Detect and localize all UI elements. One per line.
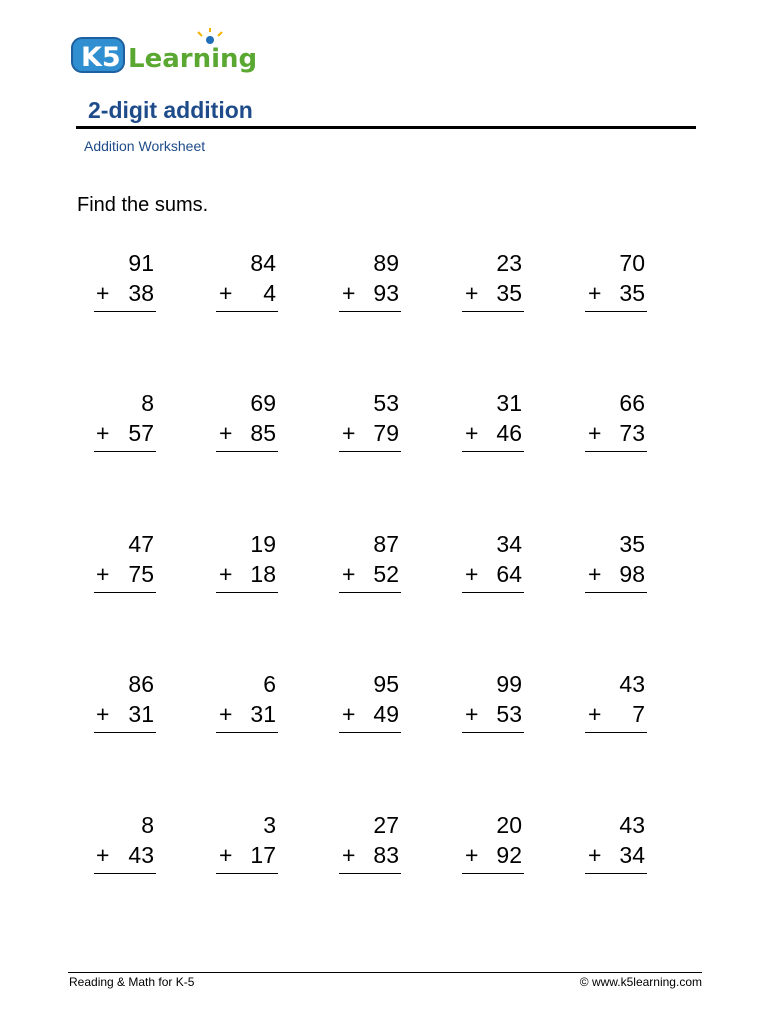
addend-top: 84 [250, 250, 276, 276]
addend-top: 87 [373, 531, 399, 557]
addend-bottom: 31 [128, 701, 154, 727]
addend-bottom: 46 [496, 420, 522, 446]
answer-line [462, 311, 524, 312]
addition-problem [196, 669, 276, 739]
addend-top: 20 [496, 812, 522, 838]
addend-top: 27 [373, 812, 399, 838]
addend-top: 35 [619, 531, 645, 557]
plus-sign: + [342, 701, 356, 727]
plus-sign: + [588, 561, 602, 587]
addend-top: 19 [250, 531, 276, 557]
plus-sign: + [96, 280, 110, 306]
addend-top: 34 [496, 531, 522, 557]
answer-line [339, 873, 401, 874]
addend-bottom: 17 [250, 842, 276, 868]
answer-line [216, 873, 278, 874]
addition-problem [319, 810, 399, 880]
plus-sign: + [465, 280, 479, 306]
addend-bottom: 4 [263, 280, 276, 306]
addend-bottom: 75 [128, 561, 154, 587]
answer-line [94, 451, 156, 452]
answer-line [216, 311, 278, 312]
addend-top: 8 [141, 812, 154, 838]
addition-problem [565, 529, 645, 599]
plus-sign: + [96, 561, 110, 587]
answer-line [585, 311, 647, 312]
plus-sign: + [342, 280, 356, 306]
plus-sign: + [96, 701, 110, 727]
addition-problem [565, 388, 645, 458]
answer-line [216, 451, 278, 452]
answer-line [216, 732, 278, 733]
plus-sign: + [588, 701, 602, 727]
addend-top: 31 [496, 390, 522, 416]
plus-sign: + [465, 561, 479, 587]
instructions: Find the sums. [77, 194, 209, 216]
addend-top: 6 [263, 671, 276, 697]
addition-problem [319, 248, 399, 318]
addend-bottom: 73 [619, 420, 645, 446]
plus-sign: + [342, 561, 356, 587]
addition-problem [196, 810, 276, 880]
addend-top: 8 [141, 390, 154, 416]
answer-line [585, 732, 647, 733]
footer-website: © www.k5learning.com [579, 975, 702, 989]
addition-problem [565, 669, 645, 739]
addition-problem [319, 669, 399, 739]
addition-problem [196, 248, 276, 318]
addend-top: 66 [619, 390, 645, 416]
addend-bottom: 98 [619, 561, 645, 587]
addend-bottom: 31 [250, 701, 276, 727]
addend-top: 95 [373, 671, 399, 697]
addend-top: 47 [128, 531, 154, 557]
addend-bottom: 57 [128, 420, 154, 446]
plus-sign: + [342, 842, 356, 868]
plus-sign: + [96, 842, 110, 868]
answer-line [339, 451, 401, 452]
answer-line [339, 732, 401, 733]
addend-bottom: 52 [373, 561, 399, 587]
footer-divider [68, 972, 702, 973]
addition-problem [74, 248, 154, 318]
addend-bottom: 34 [619, 842, 645, 868]
answer-line [94, 873, 156, 874]
addend-top: 86 [128, 671, 154, 697]
addend-top: 23 [496, 250, 522, 276]
addend-top: 43 [619, 671, 645, 697]
addend-bottom: 53 [496, 701, 522, 727]
answer-line [216, 592, 278, 593]
addend-bottom: 93 [373, 280, 399, 306]
addend-bottom: 43 [128, 842, 154, 868]
addition-problem [74, 669, 154, 739]
plus-sign: + [465, 842, 479, 868]
addition-problem [442, 248, 522, 318]
page-title: 2-digit addition [88, 97, 253, 123]
addend-top: 43 [619, 812, 645, 838]
addend-top: 91 [128, 250, 154, 276]
addend-top: 69 [250, 390, 276, 416]
answer-line [462, 451, 524, 452]
answer-line [585, 451, 647, 452]
plus-sign: + [219, 561, 233, 587]
addend-bottom: 83 [373, 842, 399, 868]
addend-bottom: 35 [619, 280, 645, 306]
answer-line [462, 873, 524, 874]
addend-top: 53 [373, 390, 399, 416]
addend-bottom: 85 [250, 420, 276, 446]
answer-line [339, 311, 401, 312]
addend-top: 70 [619, 250, 645, 276]
svg-text:K5: K5 [81, 42, 121, 73]
addend-bottom: 7 [632, 701, 645, 727]
plus-sign: + [219, 280, 233, 306]
addition-problem [319, 388, 399, 458]
addend-top: 3 [263, 812, 276, 838]
addend-bottom: 79 [373, 420, 399, 446]
plus-sign: + [588, 420, 602, 446]
addend-top: 89 [373, 250, 399, 276]
addend-bottom: 49 [373, 701, 399, 727]
plus-sign: + [588, 280, 602, 306]
addend-bottom: 35 [496, 280, 522, 306]
plus-sign: + [465, 701, 479, 727]
answer-line [585, 873, 647, 874]
answer-line [462, 592, 524, 593]
answer-line [94, 592, 156, 593]
answer-line [94, 732, 156, 733]
addend-bottom: 92 [496, 842, 522, 868]
footer-tagline: Reading & Math for K-5 [69, 975, 195, 989]
addition-problem [74, 529, 154, 599]
plus-sign: + [219, 842, 233, 868]
answer-line [462, 732, 524, 733]
plus-sign: + [465, 420, 479, 446]
answer-line [94, 311, 156, 312]
plus-sign: + [219, 701, 233, 727]
plus-sign: + [588, 842, 602, 868]
addend-bottom: 38 [128, 280, 154, 306]
plus-sign: + [342, 420, 356, 446]
addition-problem [319, 529, 399, 599]
svg-text:Learning: Learning [128, 44, 258, 74]
addition-problem [442, 810, 522, 880]
addition-problem [74, 810, 154, 880]
addition-problem [565, 810, 645, 880]
addend-top: 99 [496, 671, 522, 697]
addition-problem [442, 669, 522, 739]
plus-sign: + [219, 420, 233, 446]
addition-problem [196, 529, 276, 599]
addition-problem [196, 388, 276, 458]
plus-sign: + [96, 420, 110, 446]
addition-problem [442, 388, 522, 458]
addend-bottom: 18 [250, 561, 276, 587]
addend-bottom: 64 [496, 561, 522, 587]
answer-line [585, 592, 647, 593]
addition-problem [74, 388, 154, 458]
addition-problem [565, 248, 645, 318]
addition-problem [442, 529, 522, 599]
answer-line [339, 592, 401, 593]
worksheet-subtitle: Addition Worksheet [84, 138, 206, 154]
